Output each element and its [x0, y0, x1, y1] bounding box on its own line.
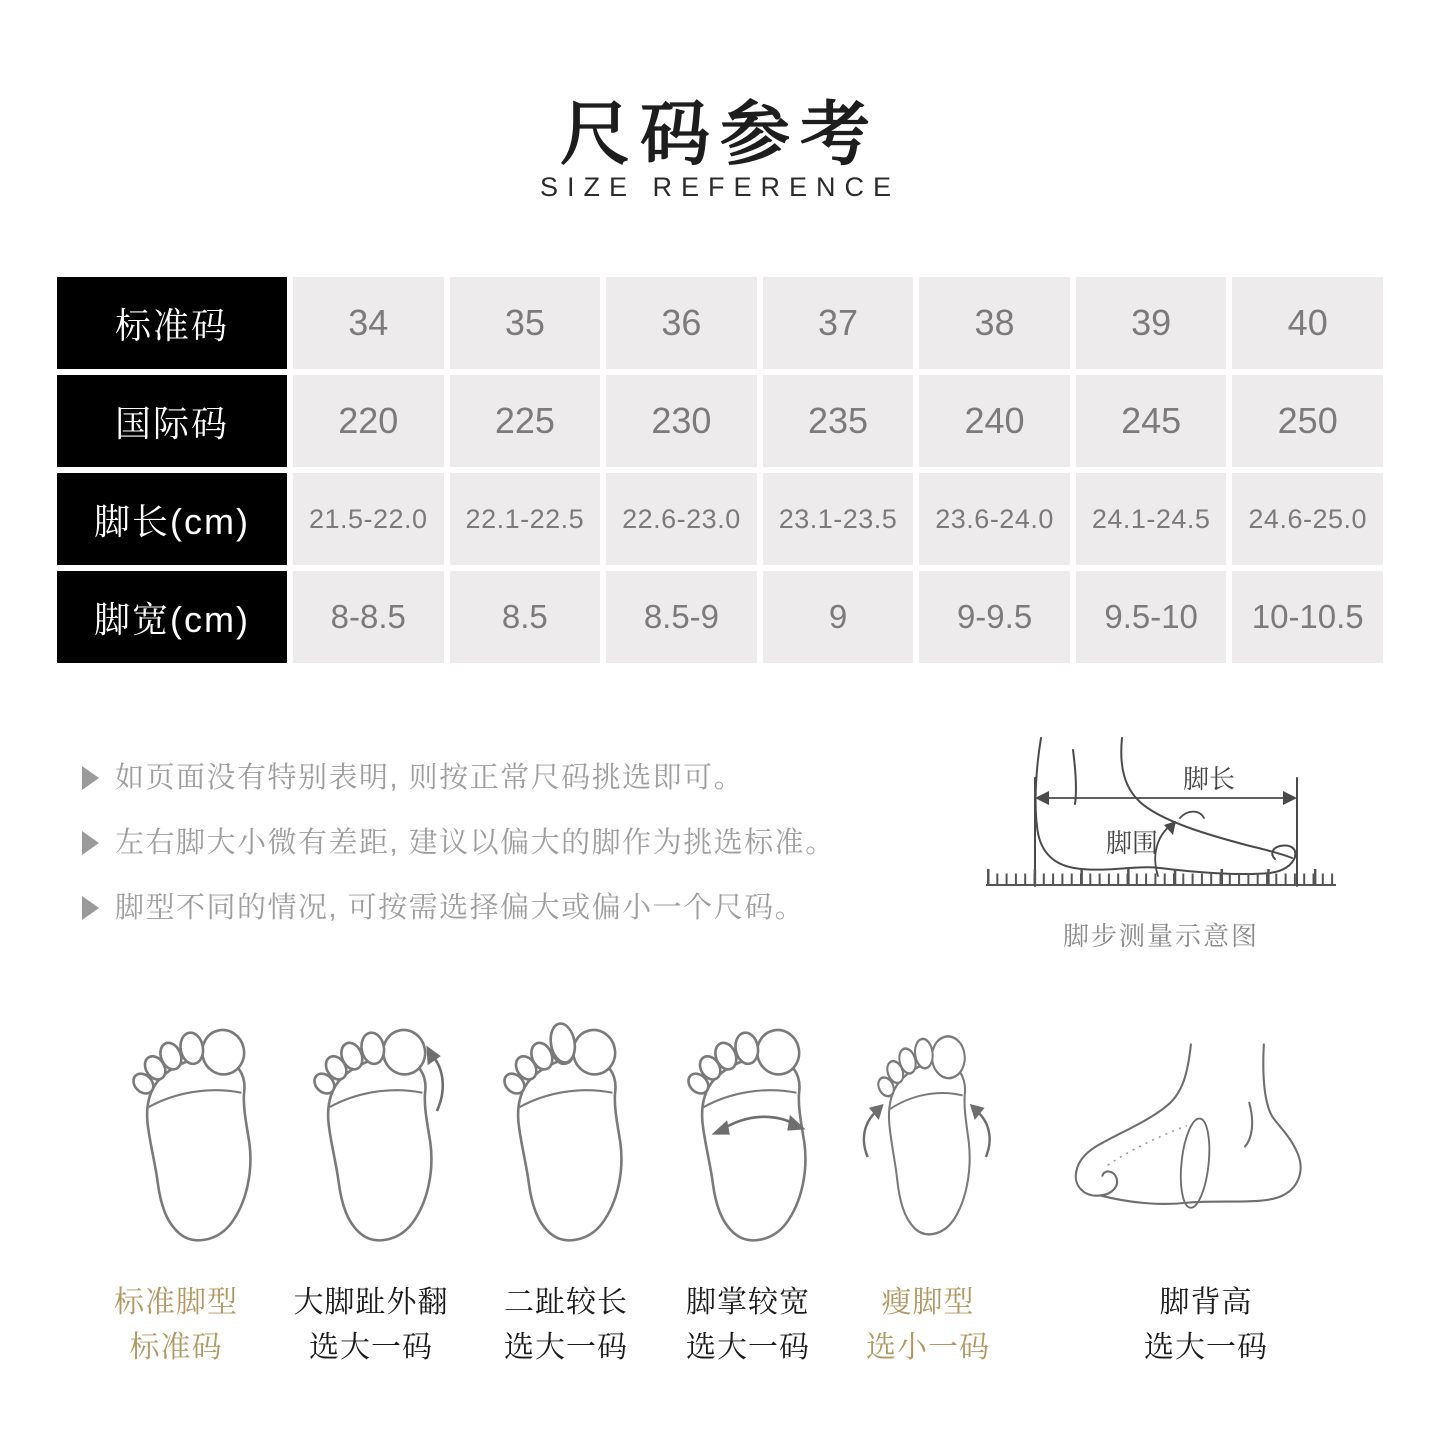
foot-standard-illustration: [112, 1022, 282, 1255]
foot-length-label: 脚长: [1182, 764, 1236, 794]
caption-line1: 二趾较长: [504, 1286, 628, 1319]
note-item: [82, 825, 962, 861]
caption-line2: 选大一码: [504, 1331, 628, 1364]
cell-foot-width: 10-10.5: [1232, 571, 1383, 663]
foot-type-caption: [686, 1280, 810, 1370]
page-subtitle: SIZE REFERENCE: [539, 172, 901, 202]
cell-foot-width: 9.5-10: [1076, 571, 1227, 663]
caption-line2: 选大一码: [686, 1331, 810, 1364]
foot-measurement-diagram: [972, 718, 1350, 956]
cell-standard-size: 39: [1076, 277, 1227, 369]
cell-intl-size: 245: [1076, 375, 1227, 467]
caption-line1: 标准脚型: [114, 1286, 238, 1319]
size-table: [57, 277, 1383, 663]
triangle-bullet-icon: [82, 831, 99, 855]
cell-standard-size: 34: [293, 277, 444, 369]
row-label-foot-length: 脚长(cm): [57, 473, 287, 565]
cell-foot-length: 24.1-24.5: [1076, 473, 1227, 565]
arrowhead-right-icon: [1283, 791, 1297, 805]
triangle-bullet-icon: [82, 896, 99, 920]
caption-line2: 选大一码: [1144, 1331, 1268, 1364]
note-item: [82, 890, 962, 926]
page-title: 尺码参考: [560, 95, 880, 173]
cell-foot-width: 9: [763, 571, 914, 663]
cell-foot-width: 8-8.5: [293, 571, 444, 663]
cell-foot-width: 8.5: [450, 571, 601, 663]
caption-line1: 瘦脚型: [881, 1286, 975, 1319]
foot-bunion-illustration: [293, 1022, 463, 1255]
cell-intl-size: 225: [450, 375, 601, 467]
row-label-standard-size: 标准码: [57, 277, 287, 369]
row-label-intl-size: 国际码: [57, 375, 287, 467]
ruler: [986, 877, 1336, 885]
cell-intl-size: 235: [763, 375, 914, 467]
cell-intl-size: 220: [293, 375, 444, 467]
cell-standard-size: 38: [919, 277, 1070, 369]
caption-line1: 大脚趾外翻: [293, 1286, 449, 1319]
foot-high-instep-illustration: [1068, 1038, 1318, 1231]
cell-foot-length: 21.5-22.0: [293, 473, 444, 565]
caption-line1: 脚掌较宽: [686, 1286, 810, 1319]
foot-type-caption: [504, 1280, 628, 1370]
cell-intl-size: 240: [919, 375, 1070, 467]
note-text: 左右脚大小微有差距, 建议以偏大的脚作为挑选标准。: [115, 827, 836, 859]
cell-standard-size: 37: [763, 277, 914, 369]
foot-girth-label: 脚围: [1105, 828, 1159, 858]
foot-narrow-illustration: [848, 1022, 1008, 1255]
cell-foot-length: 23.6-24.0: [919, 473, 1070, 565]
caption-line2: 选小一码: [866, 1331, 990, 1364]
foot-type-caption: [114, 1280, 238, 1370]
note-text: 如页面没有特别表明, 则按正常尺码挑选即可。: [115, 762, 745, 794]
cell-foot-width: 8.5-9: [606, 571, 757, 663]
cell-standard-size: 35: [450, 277, 601, 369]
arrowhead-girth-icon: [1164, 821, 1176, 835]
measure-caption: 脚步测量示意图: [1062, 921, 1259, 951]
cell-foot-length: 24.6-25.0: [1232, 473, 1383, 565]
foot-long-second-toe-illustration: [483, 1022, 653, 1255]
cell-foot-width: 9-9.5: [919, 571, 1070, 663]
caption-line2: 选大一码: [309, 1331, 433, 1364]
cell-foot-length: 22.6-23.0: [606, 473, 757, 565]
foot-type-caption: [294, 1280, 449, 1370]
cell-standard-size: 36: [606, 277, 757, 369]
arrowhead-left-icon: [1035, 791, 1049, 805]
foot-type-caption: [866, 1280, 990, 1370]
note-item: [82, 760, 962, 796]
caption-line1: 脚背高: [1159, 1286, 1253, 1319]
notes-list: [82, 760, 962, 955]
cell-foot-length: 22.1-22.5: [450, 473, 601, 565]
foot-type-caption: [1144, 1280, 1268, 1370]
cell-intl-size: 230: [606, 375, 757, 467]
foot-wide-illustration: [667, 1022, 837, 1255]
triangle-bullet-icon: [82, 766, 99, 790]
foot-side-measure-illustration: [972, 718, 1350, 918]
cell-foot-length: 23.1-23.5: [763, 473, 914, 565]
note-text: 脚型不同的情况, 可按需选择偏大或偏小一个尺码。: [115, 892, 806, 924]
row-label-foot-width: 脚宽(cm): [57, 571, 287, 663]
cell-standard-size: 40: [1232, 277, 1383, 369]
cell-intl-size: 250: [1232, 375, 1383, 467]
caption-line2: 标准码: [129, 1331, 223, 1364]
arrow-up-icon: [426, 1046, 440, 1066]
